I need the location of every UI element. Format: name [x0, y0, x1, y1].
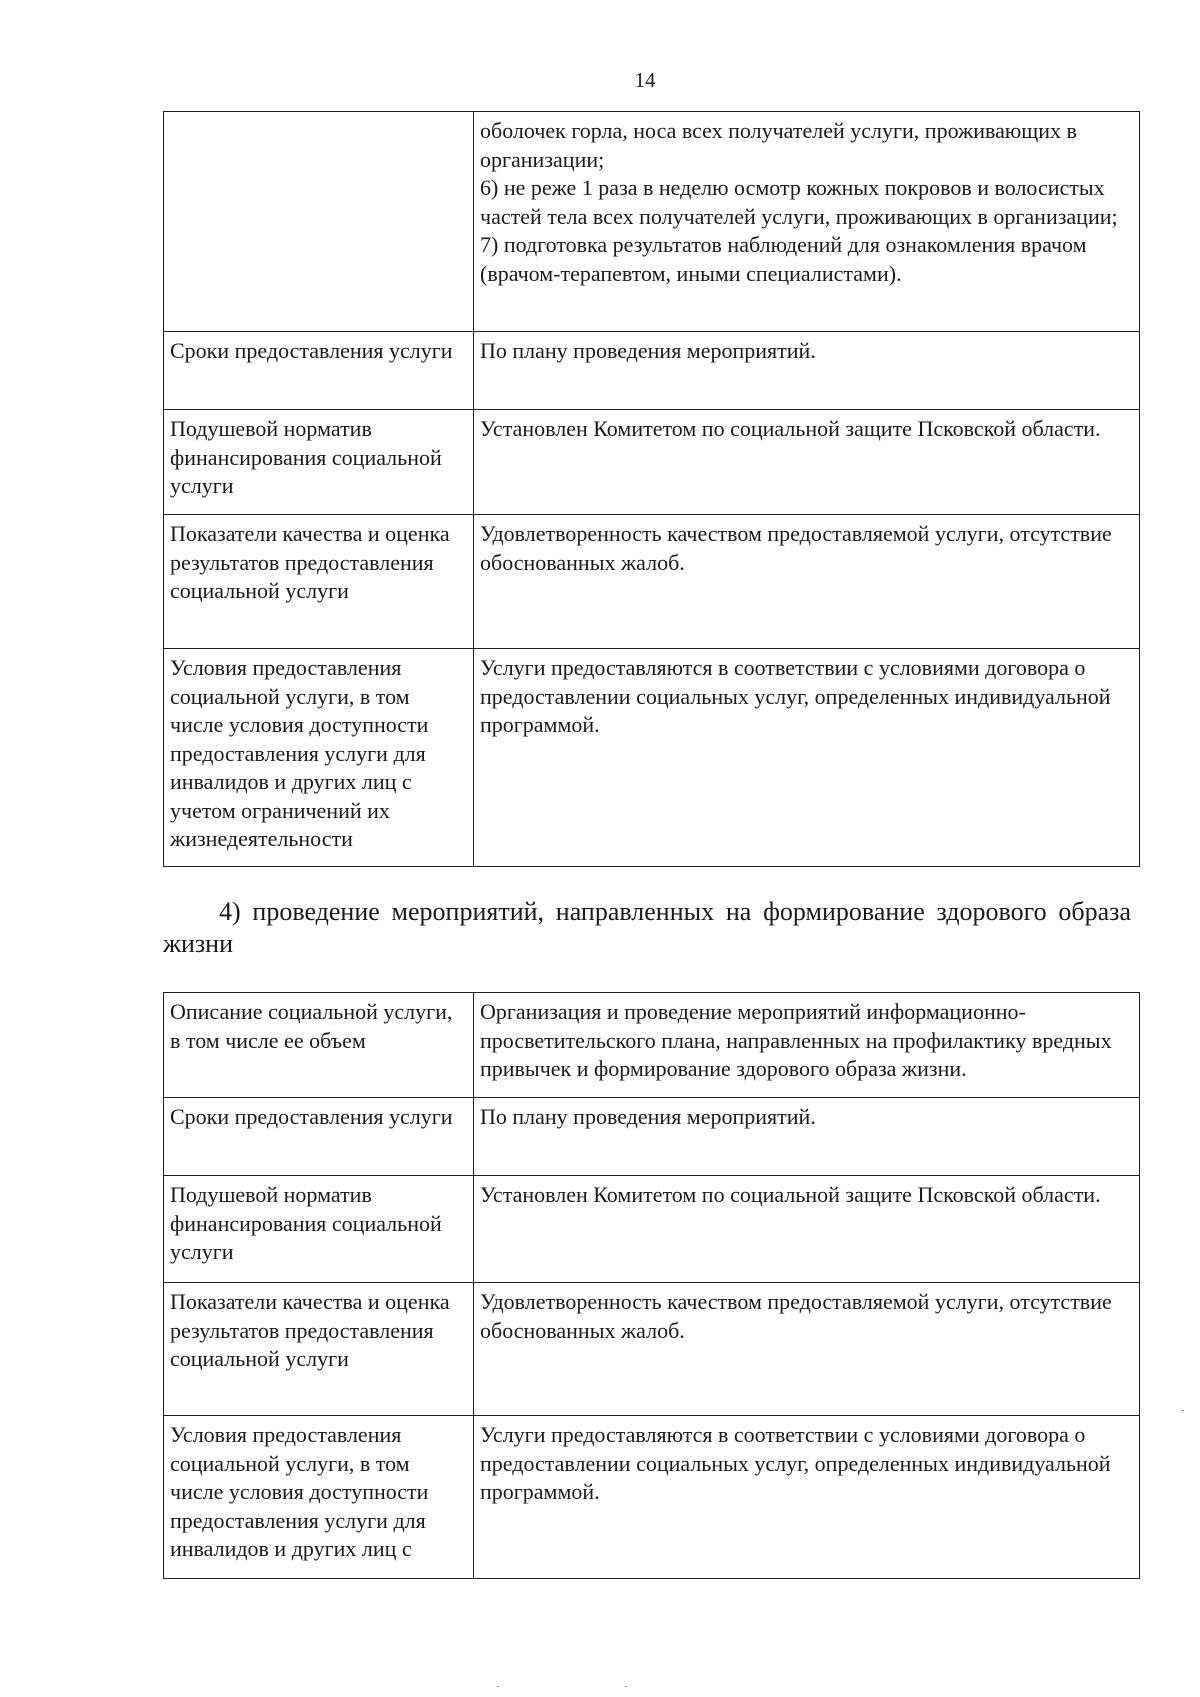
table-row: [164, 332, 1140, 410]
row-label: Сроки предоставления услуги: [164, 1098, 474, 1176]
table-row: [164, 1416, 1140, 1579]
table-row: [164, 112, 1140, 332]
table-row: [164, 515, 1140, 649]
row-value: Организация и проведение мероприятий информационно-просветительского плана, направленных на профилактику вредных привычек и формирование здорового образа жизни.: [474, 993, 1140, 1098]
table-row: [164, 410, 1140, 515]
page-number: 14: [634, 68, 656, 92]
row-label: Подушевой норматив финансирования социальной услуги: [164, 1176, 474, 1283]
row-value: По плану проведения мероприятий.: [474, 1098, 1140, 1176]
row-label: Показатели качества и оценка результатов предоставления социальной услуги: [164, 1283, 474, 1416]
row-label: Сроки предоставления услуги: [164, 332, 474, 410]
row-value: Удовлетворенность качеством предоставляемой услуги, отсутствие обоснованных жалоб.: [474, 1283, 1140, 1416]
table-row: [164, 649, 1140, 867]
table-row: [164, 1098, 1140, 1176]
row-value: оболочек горла, носа всех получателей услуги, проживающих в организации; 6) не реже 1 раза в неделю осмотр кожных покровов и волосистых частей тела всех получателей услуги, проживающих в организации; 7) подготовка результатов наблюдений для ознакомления врачом (врачом-терапевтом, иными специалистами).: [474, 112, 1140, 332]
section-heading: 4) проведение мероприятий, направленных на формирование здорового образа жизни: [163, 897, 1131, 958]
row-label: Показатели качества и оценка результатов предоставления социальной услуги: [164, 515, 474, 649]
row-value: Установлен Комитетом по социальной защите Псковской области.: [474, 1176, 1140, 1283]
row-label: Описание социальной услуги, в том числе ее объем: [164, 993, 474, 1098]
row-value: Удовлетворенность качеством предоставляемой услуги, отсутствие обоснованных жалоб.: [474, 515, 1140, 649]
table-row: [164, 993, 1140, 1098]
row-value: Установлен Комитетом по социальной защите Псковской области.: [474, 410, 1140, 515]
row-label: Условия предоставления социальной услуги, в том числе условия доступности предоставления услуги для инвалидов и других лиц с учетом ограничений их жизнедеятельности: [164, 649, 474, 867]
row-label: Подушевой норматив финансирования социальной услуги: [164, 410, 474, 515]
row-value: Услуги предоставляются в соответствии с условиями договора о предоставлении социальных услуг, определенных индивидуальной программой.: [474, 649, 1140, 867]
row-label: Условия предоставления социальной услуги, в том числе условия доступности предоставления услуги для инвалидов и других лиц с: [164, 1416, 474, 1579]
service-table-continued: [163, 111, 1140, 867]
table-row: [164, 1283, 1140, 1416]
row-value: Услуги предоставляются в соответствии с условиями договора о предоставлении социальных услуг, определенных индивидуальной программой.: [474, 1416, 1140, 1579]
table-row: [164, 1176, 1140, 1283]
row-label: [164, 112, 474, 332]
scan-speck: [1182, 1410, 1184, 1411]
row-value: По плану проведения мероприятий.: [474, 332, 1140, 410]
service-table-healthy-lifestyle: [163, 992, 1140, 1579]
scan-speck: [625, 1686, 627, 1687]
scan-speck: [497, 1686, 499, 1687]
